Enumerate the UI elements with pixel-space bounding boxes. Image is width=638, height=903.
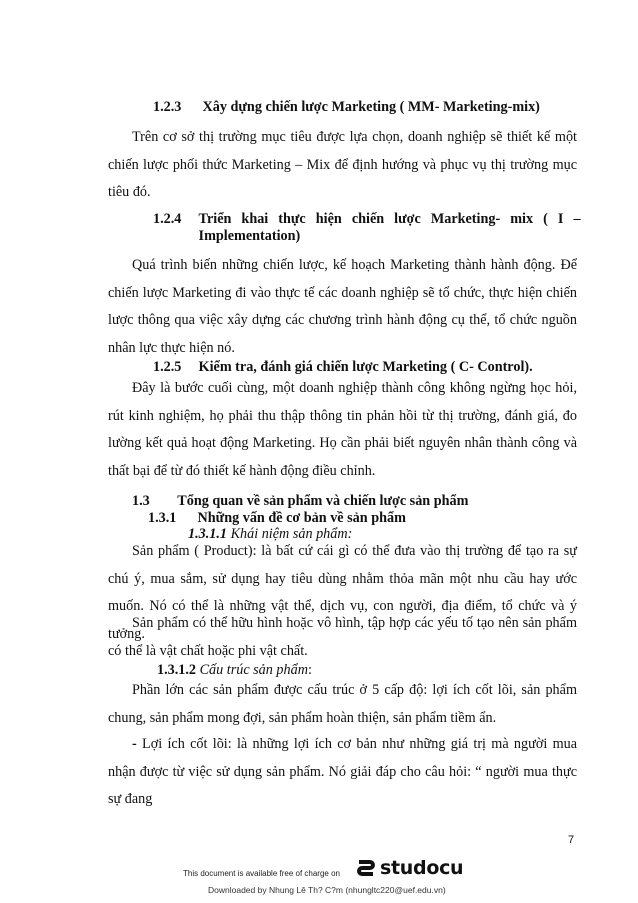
- heading-number: 1.2.4: [153, 211, 182, 227]
- heading-title: Khái niệm sản phẩm:: [230, 526, 353, 542]
- heading-1-2-4: [153, 211, 581, 245]
- body-text: Lợi ích cốt lõi: là những lợi ích cơ bản như những giá trị mà người mua nhận được từ việc sử dụng sản phẩm. Nó giải đáp cho câu hỏi: “ người mua thực sự đang: [108, 736, 577, 807]
- heading-title: Cấu trúc sản phẩm: [199, 662, 308, 678]
- heading-colon: :: [307, 662, 312, 678]
- heading-title-line1: Triển khai thực hiện chiến lược Marketing- mix ( I –: [198, 211, 581, 227]
- heading-number: 1.3.1.1: [188, 526, 228, 542]
- paragraph-core-benefit: [108, 731, 577, 814]
- heading-number: 1.3.1.2: [157, 662, 197, 678]
- heading-title: Tổng quan về sản phẩm và chiến lược sản phẩm: [177, 493, 469, 509]
- heading-title: Những vấn đề cơ bản về sản phẩm: [197, 510, 406, 526]
- paragraph-1-2-5: [108, 375, 577, 485]
- body-text: Trên cơ sở thị trường mục tiêu được lựa chọn, doanh nghiệp sẽ thiết kế một chiến lược phối thức Marketing – Mix để định hướng và phục vụ thị trường mục tiêu đó.: [108, 129, 577, 200]
- heading-title-line2: Implementation): [198, 228, 301, 244]
- studocu-logo-icon: [355, 857, 377, 879]
- heading-1-3-1: [148, 510, 406, 527]
- heading-title: Kiểm tra, đánh giá chiến lược Marketing ( C- Control).: [198, 359, 533, 375]
- heading-1-2-5: [153, 359, 533, 376]
- heading-number: 1.3.1: [148, 510, 177, 526]
- page-number: 7: [568, 834, 575, 846]
- heading-title: Xây dựng chiến lược Marketing ( MM- Marketing-mix): [202, 99, 540, 115]
- heading-number: 1.3: [132, 493, 150, 509]
- heading-number: 1.2.5: [153, 359, 182, 375]
- paragraph-1-3-1-2: [108, 677, 577, 732]
- paragraph-1-2-4: [108, 252, 577, 362]
- heading-1-2-3: [153, 99, 540, 116]
- studocu-logo-text: studocu: [380, 857, 464, 879]
- bullet-dash: -: [132, 736, 143, 752]
- body-text: Đây là bước cuối cùng, một doanh nghiệp thành công không ngừng học hỏi, rút kinh nghiệm, họ phải thu thập thông tin phản hồi từ thị trường, đánh giá, đo lường kết quả hoạt động Marketing. Họ cần phải biết nguyên nhân thành công và thất bại để từ đó thiết kế hành động điều chỉnh.: [108, 380, 577, 479]
- body-text: Phần lớn các sản phẩm được cấu trúc ở 5 cấp độ: lợi ích cốt lõi, sản phẩm chung, sản phẩm mong đợi, sản phẩm hoàn thiện, sản phẩm tiềm ẩn.: [108, 682, 577, 726]
- heading-number: 1.2.3: [153, 99, 182, 115]
- body-text: Quá trình biến những chiến lược, kế hoạch Marketing thành hành động. Để chiến lược Marketing đi vào thực tế các doanh nghiệp sẽ tổ chức, thực hiện chiến lược thông qua việc xây dựng các chương trình hành động cụ thể, tổ chức nguồn nhân lực thực hiện nó.: [108, 257, 577, 356]
- paragraph-1-3-1-1-b: [108, 610, 577, 665]
- download-attribution: Downloaded by Nhung Lê Th? C?m (nhungltc220@uef.edu.vn): [208, 885, 446, 895]
- footer-availability-note: This document is available free of charge on: [183, 869, 340, 878]
- heading-1-3: [132, 493, 468, 510]
- paragraph-1-2-3: [108, 124, 577, 207]
- body-text: Sản phẩm có thể hữu hình hoặc vô hình, tập hợp các yếu tố tạo nên sản phẩm có thể là vật chất hoặc phi vật chất.: [108, 615, 577, 659]
- body-text: Sản phẩm ( Product): là bất cứ cái gì có thể đưa vào thị trường để tạo ra sự chú ý, mua sắm, sử dụng hay tiêu dùng nhằm thỏa mãn một nhu cầu hay ước muốn. Nó có thể là những vật thể, dịch vụ, con người, địa điểm, tổ chức và ý tưởng.: [108, 543, 577, 642]
- studocu-logo[interactable]: [355, 857, 463, 879]
